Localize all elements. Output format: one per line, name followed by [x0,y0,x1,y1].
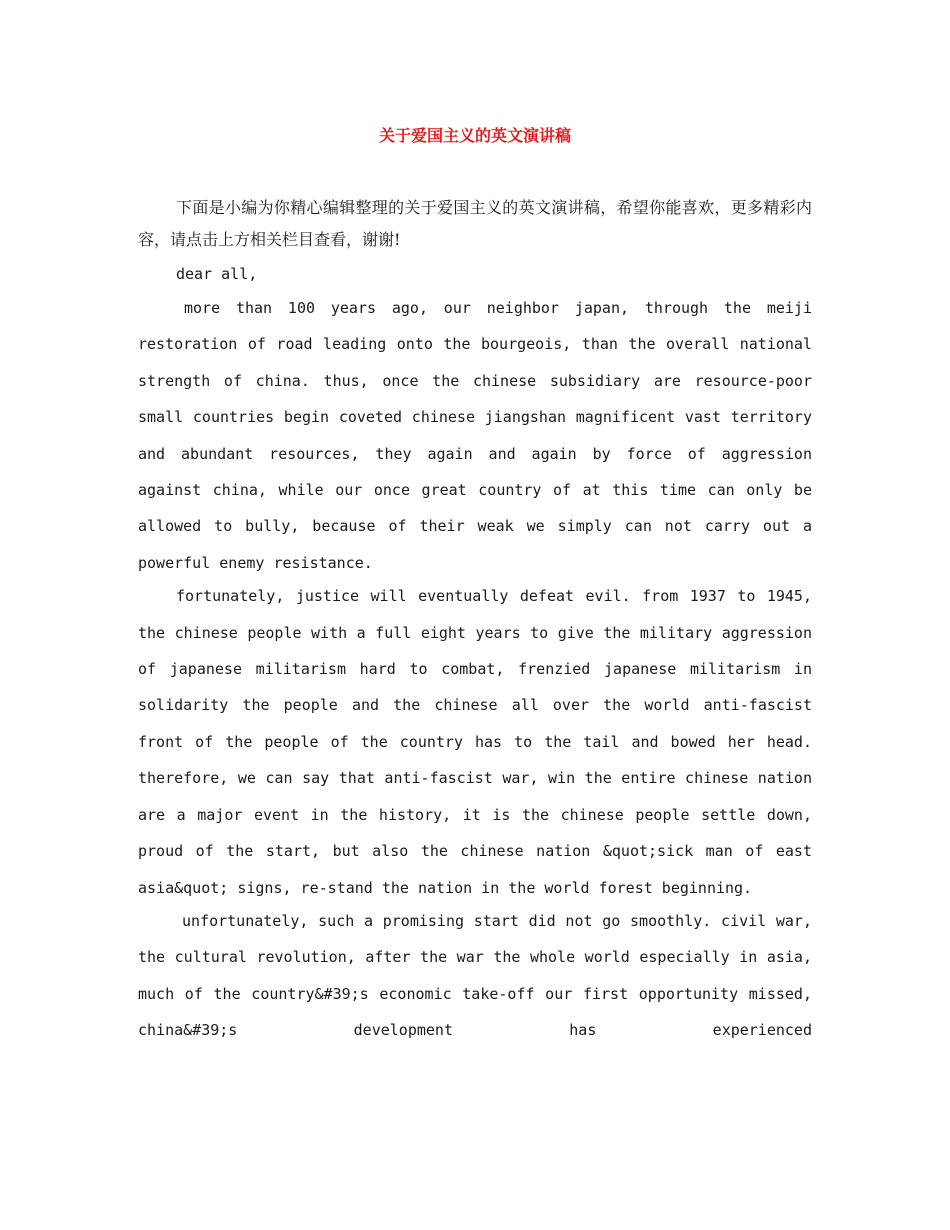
body-paragraph-2: fortunately, justice will eventually defeat evil. from 1937 to 1945, the chinese people with a full eight years to give the military aggression of japanese militarism hard to combat, frenzied japanese militarism in solidarity the people and the chinese all over the world anti-fascist front of the people of the country has to the tail and bowed her head. therefore, we can say that anti-fascist war, win the entire chinese nation are a major event in the history, it is the chinese people settle down, proud of the start, but also the chinese nation &quot;sick man of east asia&quot; signs, re-stand the nation in the world forest beginning. [138,587,812,897]
greeting-line: dear all, [176,265,258,283]
intro-paragraph: 下面是小编为你精心编辑整理的关于爱国主义的英文演讲稿，希望你能喜欢，更多精彩内容，请点击上方相关栏目查看，谢谢! [138,198,812,249]
document-body [138,192,812,1049]
document-title: 关于爱国主义的英文演讲稿 [378,126,571,145]
body-paragraph-3: unfortunately, such a promising start did not go smoothly. civil war, the cultural revolution, after the war the whole world especially in asia, much of the country&#39;s economic take-off our first opportunity missed, china&#39;s development has experienced [138,911,812,1040]
body-paragraph-1: more than 100 years ago, our neighbor japan, through the meiji restoration of road leading onto the bourgeois, than the overall national strength of china. thus, once the chinese subsidiary are resource-poor small countries begin coveted chinese jiangshan magnificent vast territory and abundant resources, they again and again by force of aggression against china, while our once great country of at this time can only be allowed to bully, because of their weak we simply can not carry out a powerful enemy resistance. [138,299,812,572]
